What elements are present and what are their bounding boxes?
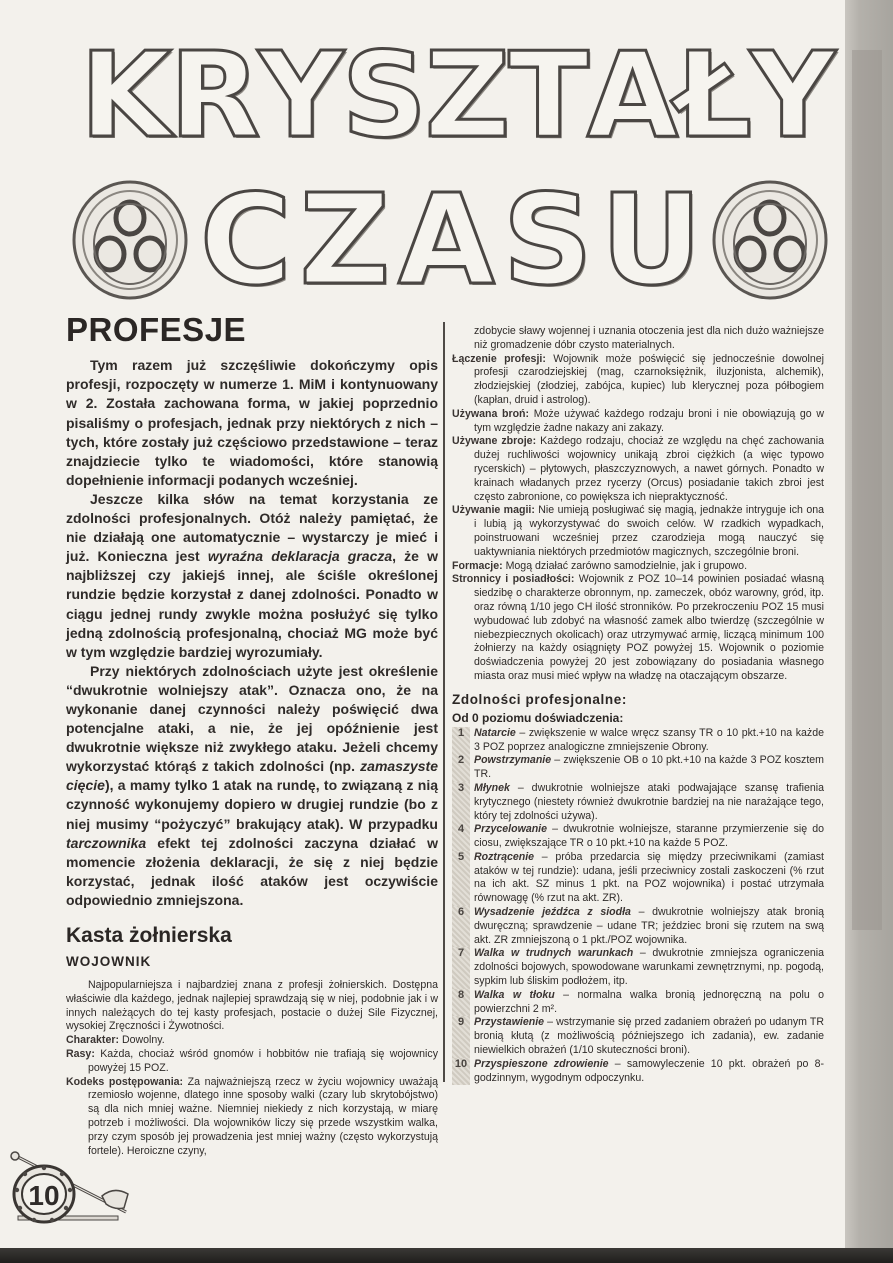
ability-item (452, 906, 824, 947)
profession-description (66, 979, 438, 1158)
attribute-value: Za najważniejszą rzecz w życiu wojownicy uważają rzemiosło wojenne, dlatego inne sposoby walki (czary lub skrytobójstwo) są dla nich mniej ważne. Niemniej niekiedy z nich korzystają, w miarę potrzeb i możliwości. Dla wojowników liczy się przede wszystkim walka, przy czym sposób jej prowadzenia jest mniej ważny (często wykorzystują fortele). Heroiczne czyny, (88, 1075, 438, 1157)
ability-number: 4 (452, 823, 470, 851)
title-letter: Y (258, 26, 342, 164)
ability-name: Wysadzenie jeźdźca z siodła (474, 906, 631, 919)
scan-bottom-edge (0, 1248, 893, 1263)
column-divider (443, 322, 445, 1082)
ability-number: 1 (452, 727, 470, 755)
ability-description: – dwukrotnie wolniejsze ataki podwajające szansę trafienia krytycznego (niestety również dwukrotnie bardziej na nie narażające tego, który tej zdolności używa). (474, 781, 824, 822)
attribute-label: Formacje: (452, 559, 503, 572)
ability-name: Walka w tłoku (474, 988, 555, 1001)
ability-description: – wstrzymanie się przed zadaniem obrażeń po udanym TR bronią kłutą (z możliwością późniejszego ich zadania), ew. zadanie niewielkich obrażeń (1/10 skuteczności broni). (474, 1016, 824, 1057)
profession-attribute (452, 573, 824, 683)
ability-number: 10 (452, 1058, 470, 1086)
article-heading: PROFESJE (66, 311, 247, 348)
attribute-value: Mogą działać zarówno samodzielnie, jak i grupowo. (502, 559, 748, 572)
ability-item (452, 782, 824, 823)
profession-details (452, 325, 824, 684)
ability-item (452, 989, 824, 1017)
masthead (70, 26, 834, 313)
attribute-value: Każda, chociaż wśród gnomów i hobbitów nie trafiają się wojownicy powyżej 15 POZ. (88, 1048, 438, 1074)
ability-description: – dwukrotnie wolniejsze, staranne przymierzenie się do ciosu, zwiększające TR o 10 pkt.+10 na każde 5 POZ. (474, 823, 824, 850)
ability-description: – dwukrotnie zmniejsza ograniczenia zdolności bojowych, spowodowane warunkami zewnętrznymi, np. pogodą, sypkim lub śliskim podłożem, itp. (474, 947, 824, 988)
title-line-1 (70, 26, 834, 164)
attribute-label: Kodeks postępowania: (66, 1075, 184, 1088)
ability-description: – normalna walka bronią jednoręczną na polu o powierzchni 2 m². (474, 988, 825, 1015)
triskele-emblem-icon (70, 180, 190, 300)
ability-name: Natarcie (474, 726, 516, 739)
ability-description: – próba przedarcia się między przeciwnikami (zamiast ataków w tej rundzie): udana, jeśli przeciwnicy zostali zaskoczeni (% rzut na ich akt. SZ minus 1 pkt. na POZ wojownika) i postać utrzymała równowagę (% rzut na akt. ZR). (474, 850, 824, 905)
page-number-badge (6, 1150, 141, 1230)
attribute-value: Dowolny. (119, 1034, 165, 1047)
lead-paragraph: Tym razem już szczęśliwie dokończymy opis profesji, rozpoczęty w numerze 1. MiM i kontynuowany w 2. Została zachowana forma, w jakiej poprzednio pisaliśmy o profesjach, jednak przy niektórych z nich – tych, które zostały już częściowo przedstawione – teraz znajdziecie tylko te wiadomości, które stanowią dopełnienie informacji podanych wcześniej. (66, 357, 438, 488)
title-letter: Y (749, 26, 834, 164)
attribute-label: Używanie magii: (452, 504, 535, 517)
ability-item (452, 754, 824, 782)
next-page-edge (852, 50, 882, 930)
profession-attribute (452, 435, 824, 504)
attribute-label: Używana broń: (452, 407, 530, 420)
lead-text (66, 356, 438, 910)
lead-paragraph: Jeszcze kilka słów na temat korzystania ze zdolności profesjonalnych. Otóż należy pamiętać, że nie działają one automatycznie – wystarczy je mieć i już. Konieczna jest wyraźna deklaracja gracza, że w najbliższej czy jakiejś innej, ale ściśle określonej rundzie będzie korzystał z danej zdolności. Ponadto w ciągu jednej rundy zwykle można posłużyć się tylko jedną zdolnością profesjonalną, chociaż MG może być w tym względzie bardziej wyrozumiały. (66, 490, 438, 660)
continued-text: zdobycie sławy wojennej i uznania otoczenia jest dla nich dużo ważniejsze niż gromadzenie dóbr czysto materialnych. (474, 325, 824, 351)
profession-intro: Najpopularniejsza i najbardziej znana z profesji żołnierskich. Dostępna właściwie dla każdego, jednak najlepiej sprawdzają się w niej, podobnie jak i w innych należących do tej kasty profesjach, postacie o dużej Sile Fizycznej, wysokiej Zręczności i Żywotności. (66, 979, 438, 1033)
ability-number: 5 (452, 851, 470, 906)
profession-heading: WOJOWNIK (66, 954, 152, 970)
attribute-label: Rasy: (66, 1048, 95, 1060)
ability-item (452, 851, 824, 906)
title-letter: A (398, 167, 493, 313)
title-line-2 (70, 167, 830, 313)
ability-description: – dwukrotnie wolniejszy atak bronią dwuręczną; sprawdzenie – udane TR; jeździec broni się rzutem na swą akt. ZR zmniejszoną o 1 pkt./POZ wojownika. (474, 906, 824, 946)
ability-name: Roztrącenie (474, 850, 535, 863)
ability-item (452, 727, 824, 755)
attribute-value: Nie umieją posługiwać się magią, jednakże intryguje ich ona i lubią ją wykorzystywać do swoich celów. W rzadkich wypadkach, poinstruowani wcześniej przez czarodzieja mogą nauczyć się uaktywniania niektórych przedmiotów magicznych, szczególnie broni. (474, 504, 824, 558)
attribute-label: Charakter: (66, 1034, 119, 1047)
title-letter: Ł (676, 26, 750, 164)
lead-paragraph: Przy niektórych zdolnościach użyte jest określenie “dwukrotnie wolniejszy atak”. Oznacza ono, że na wykonanie danej czynności należy poświęcić dwa potencjalne ataki, a nie, że jej opóźnienie jest dwukrotnie większe niż zwykłego ataku. Jeżeli chcemy wykorzystać którąś z takich zdolności (np. zamaszyste cięcie), a mamy tylko 1 atak na rundę, to związaną z nią czynność wykonujemy dopiero w drugiej rundzie (bo z niej musimy “pożyczyć” brakujący atak). W przypadku tarczownika efekt tej zdolności zaczyna działać w momencie złożenia deklaracji, że się z niej będzie korzystać, jednak ilość ataków jest oczywiście odpowiednio zmniejszona. (66, 662, 438, 908)
profession-attribute (66, 1048, 438, 1076)
section-heading: Kasta żołnierska (66, 924, 232, 948)
ability-number: 7 (452, 947, 470, 988)
title-letter: K (80, 26, 170, 164)
attribute-value: Wojownik z POZ 10–14 powinien posiadać własną siedzibę o charakterze obronnym, np. zameczek, obóz warowny, gród, itp. oraz równą 1/10 jego CH ilość stronników. Po przekroczeniu POZ 15 musi wybudować lub zdobyć na własność zamek albo twierdzę (szczególnie w niebezpiecznych okolicach) oraz utrzymywać armię, liczącą minimum 100 żołnierzy na każdy osiągnięty POZ powyżej 15. Wojownik o poziomie doświadczenia powyżej 20 jest zobowiązany do posiadania własnego miasta oraz musi mieć wpływ na władzę na otaczającym obszarze. (474, 573, 824, 682)
ability-number: 3 (452, 782, 470, 823)
ability-name: Przycelowanie (474, 823, 548, 836)
title-letter: S (341, 26, 425, 164)
attribute-value: Każdego rodzaju, chociaż ze względu na chęć zachowania dużej ruchliwości wojownicy unikają zbroi ciężkich (a więc typowo rycerskich) – płytowych, płaszczyznowych, a nawet górnych. Ponadto w krainach władanych przez rycerzy (Orcus) posiadanie takich zbroi jest często zabronione, co powiększa ich niepraktyczność. (474, 435, 824, 503)
ability-item (452, 1058, 824, 1086)
ability-number: 9 (452, 1016, 470, 1057)
title-letter: Z (299, 167, 389, 313)
title-letter: R (169, 26, 259, 164)
ability-number: 2 (452, 754, 470, 782)
ability-description: – zwiększenie OB o 10 pkt.+10 na każde 3 POZ kosztem TR. (474, 754, 824, 781)
title-letter: T (508, 26, 587, 164)
profession-attribute (452, 408, 824, 436)
abilities-heading: Zdolności profesjonalne: (452, 691, 627, 707)
attribute-value: Może używać każdego rodzaju broni i nie obowiązują go w tym względzie żadne nakazy ani zakazy. (474, 407, 824, 434)
ability-name: Przystawienie (474, 1016, 545, 1029)
profession-attribute (66, 1076, 438, 1159)
title-letter: C (199, 167, 290, 313)
title-letter: A (586, 26, 677, 164)
triskele-emblem-icon (710, 180, 830, 300)
abilities-list (452, 727, 824, 1086)
ability-item (452, 947, 824, 988)
abilities-level-heading: Od 0 poziomu doświadczenia: (452, 710, 624, 725)
page-number: 10 (28, 1180, 60, 1211)
title-letter: S (502, 167, 591, 313)
ability-number: 6 (452, 906, 470, 947)
title-letter: U (600, 167, 701, 313)
title-letter: Z (424, 26, 509, 164)
profession-attribute (66, 1034, 438, 1048)
attribute-label: Łączenie profesji: (452, 352, 546, 365)
attribute-value: Wojownik może poświęcić się jednocześnie dowolnej profesji czarodziejskiej (mag, czarnoksiężnik, iluzjonista, alchemik), złodziejskiej (złodziej, zabójca, kupiec) lub klerycznej poza półbogiem (kapłan, druid i astrolog). (474, 352, 825, 406)
right-column (452, 325, 824, 1085)
ability-item (452, 1016, 824, 1057)
profession-attribute (452, 504, 824, 559)
ability-name: Powstrzymanie (474, 754, 552, 767)
profession-attribute (452, 560, 824, 574)
attribute-label: Stronnicy i posiadłości: (452, 573, 575, 586)
left-column (66, 312, 438, 1158)
ability-number: 8 (452, 989, 470, 1017)
ability-name: Walka w trudnych warunkach (474, 947, 634, 960)
ability-name: Przyspieszone zdrowienie (474, 1057, 609, 1070)
profession-attribute (452, 353, 824, 408)
attribute-label: Używane zbroje: (452, 435, 537, 448)
ability-item (452, 823, 824, 851)
ability-description: – samowyleczenie 10 pkt. obrażeń po 8-godzinnym, wygodnym odpoczynku. (474, 1057, 824, 1084)
ability-name: Młynek (474, 781, 510, 794)
ability-description: – zwiększenie w walce wręcz szansy TR o 10 pkt.+10 na każde 3 POZ poprzez analogiczne zmniejszenie Obrony. (474, 726, 824, 753)
